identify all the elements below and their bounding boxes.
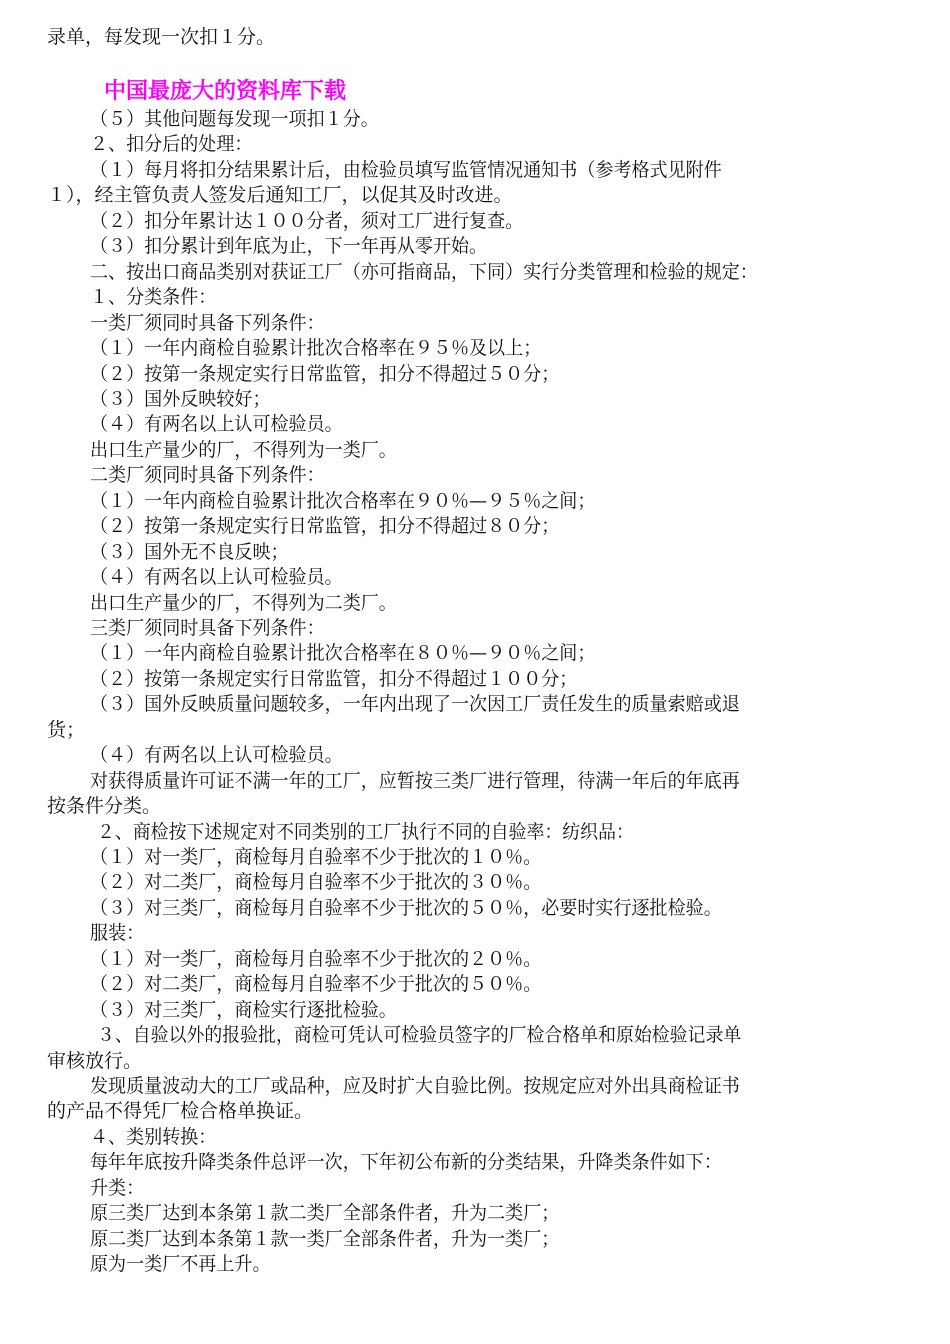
text-line: 三类厂须同时具备下列条件： xyxy=(90,617,325,639)
text-line: 原三类厂达到本条第１款二类厂全部条件者，升为二类厂； xyxy=(90,1202,560,1224)
text-line: 出口生产量少的厂，不得列为二类厂。 xyxy=(90,592,397,614)
text-line: ２、商检按下述规定对不同类别的工厂执行不同的自验率：纺织品： xyxy=(97,821,634,843)
text-line: （１）对一类厂，商检每月自验率不少于批次的２０％。 xyxy=(90,948,542,970)
text-line: （３）扣分累计到年底为止，下一年再从零开始。 xyxy=(90,235,488,257)
text-line: 录单，每发现一次扣１分。 xyxy=(47,26,276,48)
text-line: １、分类条件： xyxy=(90,286,217,308)
text-line: 服装： xyxy=(90,922,145,944)
text-line: 发现质量波动大的工厂或品种，应及时扩大自验比例。按规定应对外出具商检证书 xyxy=(90,1075,740,1097)
text-line: 二、按出口商品类别对获证工厂（亦可指商品，下同）实行分类管理和检验的规定： xyxy=(90,261,758,283)
text-line: （１）一年内商检自验累计批次合格率在９０％—９５％之间； xyxy=(90,490,596,512)
text-line: 每年年底按升降类条件总评一次，下年初公布新的分类结果，升降类条件如下： xyxy=(90,1151,722,1173)
text-line: （４）有两名以上认可检验员。 xyxy=(90,413,343,435)
text-line: 按条件分类。 xyxy=(47,795,162,817)
promo-banner: 中国最庞大的资料库下载 xyxy=(104,79,347,104)
text-line: （３）国外无不良反映； xyxy=(90,541,289,563)
text-line: （３）对三类厂，商检每月自验率不少于批次的５０％，必要时实行逐批检验。 xyxy=(90,897,722,919)
text-line: （２）按第一条规定实行日常监管，扣分不得超过５０分； xyxy=(90,363,560,385)
text-line: （１）一年内商检自验累计批次合格率在９５％及以上； xyxy=(90,337,542,359)
text-line: （４）有两名以上认可检验员。 xyxy=(90,566,343,588)
text-line: （３）国外反映较好； xyxy=(90,388,271,410)
text-line: 一类厂须同时具备下列条件： xyxy=(90,312,325,334)
text-line: ３、自验以外的报验批，商检可凭认可检验员签字的厂检合格单和原始检验记录单 xyxy=(97,1024,742,1046)
text-line: （５）其他问题每发现一项扣１分。 xyxy=(90,108,379,130)
text-line: （２）对二类厂，商检每月自验率不少于批次的５０％。 xyxy=(90,973,542,995)
text-line: （２）扣分年累计达１００分者，须对工厂进行复查。 xyxy=(90,210,524,232)
text-line: （１）一年内商检自验累计批次合格率在８０％—９０％之间； xyxy=(90,642,596,664)
text-line: 二类厂须同时具备下列条件： xyxy=(90,464,325,486)
text-line: （１）对一类厂，商检每月自验率不少于批次的１０％。 xyxy=(90,846,542,868)
text-line: （４）有两名以上认可检验员。 xyxy=(90,744,343,766)
text-line: ４、类别转换： xyxy=(90,1126,217,1148)
text-line: （２）按第一条规定实行日常监管，扣分不得超过８０分； xyxy=(90,515,560,537)
text-line: （３）对三类厂，商检实行逐批检验。 xyxy=(90,999,397,1021)
text-line: 出口生产量少的厂，不得列为一类厂。 xyxy=(90,439,397,461)
text-line: （２）对二类厂，商检每月自验率不少于批次的３０％。 xyxy=(90,871,542,893)
text-line: １），经主管负责人签发后通知工厂，以促其及时改进。 xyxy=(47,184,513,206)
text-line: 的产品不得凭厂检合格单换证。 xyxy=(47,1100,314,1122)
text-line: 升类： xyxy=(90,1177,145,1199)
text-line: 审核放行。 xyxy=(47,1050,143,1072)
text-line: ２、扣分后的处理： xyxy=(90,133,253,155)
text-line: 原二类厂达到本条第１款一类厂全部条件者，升为一类厂； xyxy=(90,1228,560,1250)
text-line: 对获得质量许可证不满一年的工厂，应暂按三类厂进行管理，待满一年后的年底再 xyxy=(90,770,740,792)
text-line: 货； xyxy=(47,719,86,741)
text-line: （２）按第一条规定实行日常监管，扣分不得超过１００分； xyxy=(90,668,578,690)
text-line: 原为一类厂不再上升。 xyxy=(90,1253,271,1275)
text-line: （１）每月将扣分结果累计后，由检验员填写监管情况通知书（参考格式见附件 xyxy=(90,159,722,181)
text-line: （３）国外反映质量问题较多，一年内出现了一次因工厂责任发生的质量索赔或退 xyxy=(90,693,740,715)
